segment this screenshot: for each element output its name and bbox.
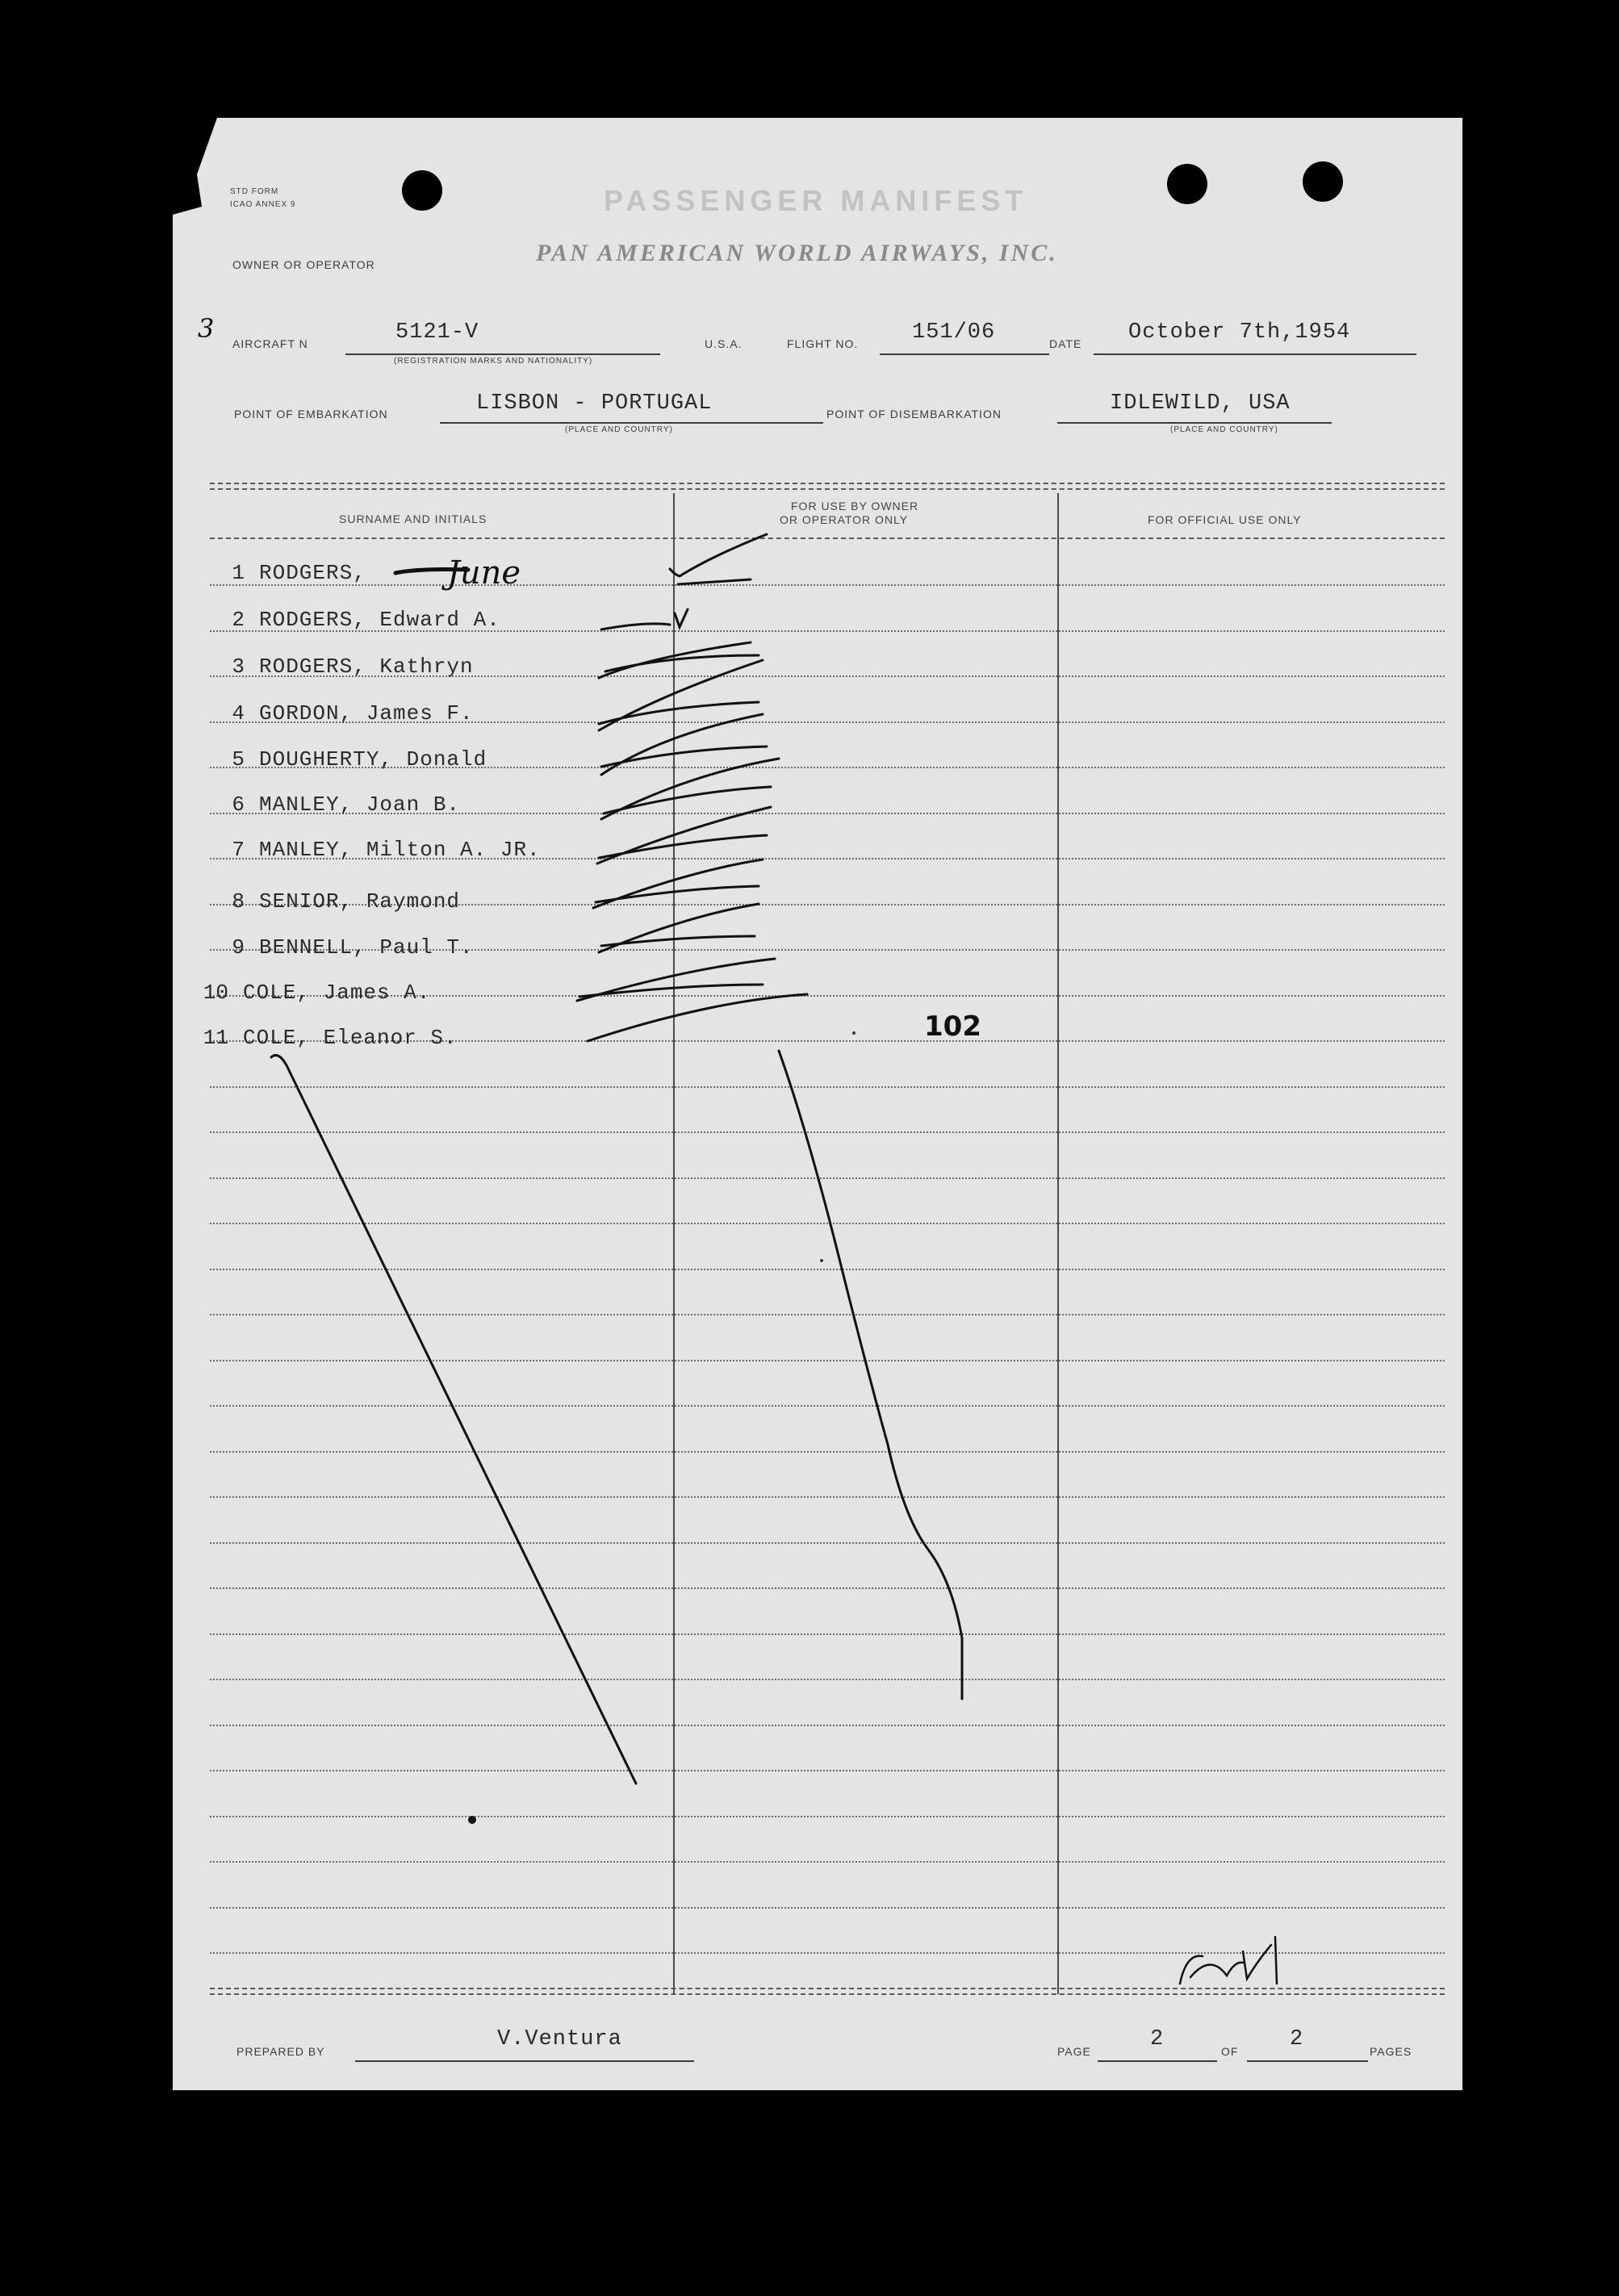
flight-value: 151/06	[912, 320, 996, 345]
pages-label: PAGES	[1370, 2045, 1412, 2058]
col-header-names: SURNAME AND INITIALS	[339, 512, 487, 525]
date-value: October 7th,1954	[1128, 320, 1351, 345]
row-number: 4	[232, 701, 245, 726]
row-number: 7	[232, 838, 245, 862]
of-label: OF	[1221, 2045, 1239, 2058]
col-header-owner-2: OR OPERATOR ONLY	[780, 513, 909, 526]
margin-note: 3	[198, 313, 215, 344]
passenger-name: DOUGHERTY, Donald	[259, 747, 487, 772]
row-number: 11	[203, 1026, 228, 1050]
prepared-value: V.Ventura	[497, 2027, 622, 2051]
passenger-name: GORDON, James F.	[259, 701, 474, 726]
passenger-name: BENNELL, Paul T.	[259, 935, 474, 960]
passenger-name: RODGERS, Edward A.	[259, 608, 500, 632]
passenger-name: SENIOR, Raymond	[259, 889, 461, 914]
row-number: 9	[232, 935, 245, 960]
owner-value: PAN AMERICAN WORLD AIRWAYS, INC.	[536, 240, 1058, 266]
form-code-line-2: ICAO ANNEX 9	[230, 200, 296, 209]
disembark-value: IDLEWILD, USA	[1110, 391, 1291, 416]
aircraft-sublabel: (REGISTRATION MARKS AND NATIONALITY)	[394, 357, 593, 366]
handwritten-name: June	[446, 554, 521, 592]
country-label: U.S.A.	[705, 337, 743, 350]
col-header-official: FOR OFFICIAL USE ONLY	[1148, 513, 1302, 526]
disembark-sublabel: (PLACE AND COUNTRY)	[1170, 425, 1278, 434]
col-header-owner-1: FOR USE BY OWNER	[791, 500, 919, 512]
embark-value: LISBON - PORTUGAL	[476, 391, 713, 416]
passenger-name: COLE, Eleanor S.	[243, 1026, 458, 1050]
form-code-line-1: STD FORM	[230, 187, 279, 196]
embark-sublabel: (PLACE AND COUNTRY)	[565, 425, 673, 434]
form-title: PASSENGER MANIFEST	[604, 184, 1028, 217]
prepared-label: PREPARED BY	[236, 2045, 325, 2058]
page-label: PAGE	[1057, 2045, 1091, 2058]
passenger-name: MANLEY, Joan B.	[259, 793, 461, 817]
passenger-name: COLE, James A.	[243, 981, 431, 1005]
disembark-label: POINT OF DISEMBARKATION	[826, 408, 1002, 420]
row-number: 8	[232, 889, 245, 914]
row-number: 2	[232, 608, 245, 632]
row-number: 10	[203, 981, 228, 1005]
date-label: DATE	[1049, 337, 1082, 350]
passenger-name: MANLEY, Milton A. JR.	[259, 838, 541, 862]
aircraft-label: AIRCRAFT N	[232, 337, 308, 350]
passenger-name: RODGERS, Kathryn	[259, 655, 474, 679]
aircraft-value: 5121-V	[395, 320, 479, 345]
row-number: 1	[232, 561, 245, 585]
stamp-number: 102	[924, 1010, 981, 1043]
row-number: 6	[232, 793, 245, 817]
owner-label: OWNER OR OPERATOR	[232, 258, 375, 271]
page-value: 2	[1150, 2027, 1165, 2051]
embark-label: POINT OF EMBARKATION	[234, 408, 388, 420]
row-number: 5	[232, 747, 245, 772]
flight-label: FLIGHT NO.	[787, 337, 859, 350]
of-value: 2	[1290, 2027, 1304, 2051]
row-number: 3	[232, 655, 245, 679]
passenger-name: RODGERS,	[259, 561, 366, 585]
